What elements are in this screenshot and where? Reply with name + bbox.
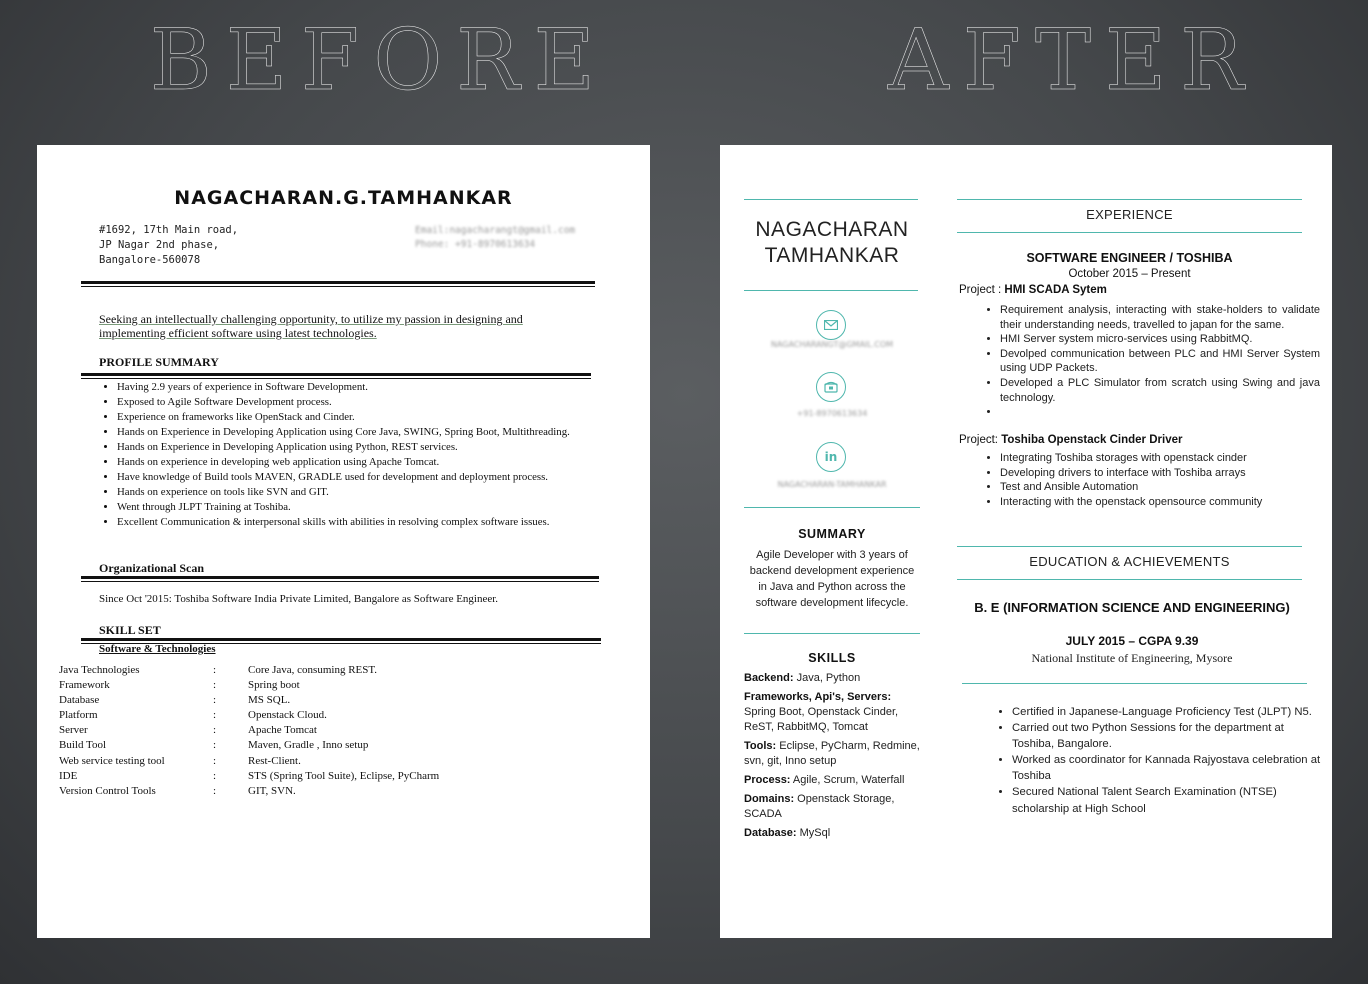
phone-blurred: +91-8970613634: [796, 409, 868, 418]
summary-text: Agile Developer with 3 years of backend development experience in Java and Python across the software development lifecycle.: [749, 549, 915, 609]
profile-summary-heading: PROFILE SUMMARY: [99, 355, 219, 369]
job-dates: October 2015 – Present: [1068, 268, 1191, 280]
profile-item: • Exposed to Agile Software Development process.: [117, 395, 617, 410]
address-line: Bangalore-560078: [99, 254, 201, 266]
divider: [962, 683, 1307, 684]
project-item: [1000, 405, 1320, 420]
divider: [81, 286, 595, 287]
before-resume-page: [37, 145, 650, 938]
skill-colon: :: [213, 709, 217, 722]
skill-row: [59, 769, 439, 784]
achievements-list: [994, 704, 1322, 817]
profile-item: • Have knowledge of Build tools MAVEN, GRADLE used for development and deployment process.: [117, 470, 617, 485]
project-hmi-list: [982, 303, 1320, 420]
skill-row: [59, 708, 439, 723]
divider: [81, 373, 591, 376]
profile-item: • Went through JLPT Training at Toshiba.: [117, 500, 617, 515]
skill-value: MS SQL.: [248, 694, 291, 707]
skill-entry: [744, 739, 924, 769]
skill-value: Spring boot: [248, 679, 300, 692]
education-heading: EDUCATION & ACHIEVEMENTS: [1029, 554, 1230, 569]
skill-value: Apache Tomcat: [248, 724, 317, 737]
before-address: [99, 223, 238, 268]
software-technologies-subheading: Software & Technologies: [99, 643, 216, 655]
skill-entry: [744, 773, 924, 788]
linkedin-glyph: in: [824, 450, 838, 464]
before-name: NAGACHARAN.G.TAMHANKAR: [174, 187, 513, 209]
skill-key: Framework: [59, 679, 110, 692]
achievement-item: • Worked as coordinator for Kannada Rajyostava celebration at Toshiba: [1012, 752, 1322, 784]
skill-colon: :: [213, 769, 217, 782]
divider: [81, 281, 595, 284]
project-item: • Interacting with the openstack opensource community: [1000, 495, 1320, 510]
skill-key: Version Control Tools: [59, 784, 156, 797]
objective-text: Seeking an intellectually challenging opportunity, to utilize my passion in designing and implementing efficient software using latest technologies.: [99, 312, 523, 340]
divider: [957, 199, 1302, 200]
project-item: • Developed a PLC Simulator from scratch using Swing and java technology.: [1000, 376, 1320, 405]
divider: [744, 290, 918, 291]
skill-colon: :: [213, 739, 217, 752]
project-item: • Test and Ansible Automation: [1000, 480, 1320, 495]
organizational-scan-text: Since Oct '2015: Toshiba Software India Private Limited, Bangalore as Software Engineer.: [99, 593, 499, 605]
skill-key: Java Technologies: [59, 664, 140, 676]
divider: [81, 378, 591, 379]
job-title: SOFTWARE ENGINEER / TOSHIBA: [1026, 251, 1233, 265]
degree-meta: JULY 2015 – CGPA 9.39: [1065, 634, 1199, 648]
skills-list: [744, 671, 924, 845]
skill-entry: [744, 792, 924, 822]
profile-item: • Experience on frameworks like OpenStack and Cinder.: [117, 410, 617, 425]
degree: B. E (INFORMATION SCIENCE AND ENGINEERING): [974, 600, 1290, 615]
project-item: • Integrating Toshiba storages with openstack cinder: [1000, 451, 1320, 466]
name-line: TAMHANKAR: [764, 244, 900, 267]
after-resume-page: [720, 145, 1332, 938]
skill-entry: [744, 671, 924, 686]
profile-item: • Hands on Experience in Developing Application using Python, REST services.: [117, 440, 617, 455]
skill-value: Java, Python: [793, 672, 861, 684]
skill-key: IDE: [59, 769, 78, 782]
divider: [81, 576, 599, 579]
institute: National Institute of Engineering, Mysore: [1031, 651, 1233, 665]
achievement-item: • Secured National Talent Search Examination (NTSE) scholarship at High School: [1012, 784, 1322, 816]
address-line: JP Nagar 2nd phase,: [99, 239, 220, 251]
achievement-item: • Carried out two Python Sessions for the department at Toshiba, Bangalore.: [1012, 720, 1322, 752]
profile-summary-list: [99, 380, 617, 530]
divider: [744, 507, 920, 508]
skill-value: Agile, Scrum, Waterfall: [790, 774, 905, 786]
skill-entry: [744, 690, 924, 735]
project-cinder-list: [982, 451, 1320, 509]
skill-colon: :: [213, 784, 217, 797]
experience-heading: EXPERIENCE: [1086, 207, 1173, 222]
linkedin-icon: [816, 442, 846, 472]
skill-key: Platform: [59, 709, 98, 722]
profile-item: • Having 2.9 years of experience in Software Development.: [117, 380, 617, 395]
profile-item: • Excellent Communication & interpersonal skills with abilities in resolving complex software issues.: [117, 515, 617, 530]
profile-item: • Hands on experience on tools like SVN and GIT.: [117, 485, 617, 500]
skill-label: Process:: [744, 774, 791, 786]
skill-colon: :: [213, 724, 217, 737]
skill-row: [59, 678, 439, 693]
skill-label: Domains:: [744, 793, 795, 805]
skill-key: Database: [59, 694, 100, 707]
achievement-item: • Certified in Japanese-Language Proficiency Test (JLPT) N5.: [1012, 704, 1322, 720]
project-item: • HMI Server system micro-services using RabbitMQ.: [1000, 332, 1320, 347]
skill-row: [59, 738, 439, 753]
divider: [744, 199, 918, 200]
skill-row: [59, 693, 439, 708]
skill-entry: [744, 826, 924, 841]
skill-colon: :: [213, 694, 217, 707]
organizational-scan-heading: Organizational Scan: [99, 561, 205, 575]
skill-label: Frameworks, Api's, Servers:: [744, 691, 892, 703]
skill-value: GIT, SVN.: [248, 784, 296, 797]
profile-item: • Hands on experience in developing web application using Apache Tomcat.: [117, 455, 617, 470]
project-label: Project:: [959, 434, 1002, 446]
skill-label: Backend:: [744, 672, 794, 684]
contact-email: Email:nagacharangt@gmail.com: [415, 225, 576, 236]
after-heading: AFTER: [888, 11, 1258, 109]
skill-key: Build Tool: [59, 739, 107, 752]
skill-row: [59, 663, 439, 678]
divider: [957, 579, 1302, 580]
skill-key: Server: [59, 724, 88, 737]
skill-value: Maven, Gradle , Inno setup: [248, 739, 369, 752]
phone-icon: [816, 372, 846, 402]
skill-value: Spring Boot, Openstack Cinder, ReST, RabbitMQ, Tomcat: [744, 706, 899, 733]
skill-key: Web service testing tool: [59, 754, 165, 767]
skill-value: Core Java, consuming REST.: [248, 664, 378, 676]
email-blurred: NAGACHARANGT@GMAIL.COM: [770, 340, 894, 349]
divider: [744, 633, 920, 634]
project-label: Project :: [959, 284, 1005, 296]
profile-item: • Hands on Experience in Developing Application using Core Java, SWING, Spring Boot, Multithreading.: [117, 425, 617, 440]
before-heading: BEFORE: [150, 11, 609, 109]
divider: [81, 638, 601, 641]
skill-value: MySql: [796, 827, 831, 839]
envelope-icon: [816, 310, 846, 340]
project-name: Toshiba Openstack Cinder Driver: [1001, 434, 1183, 446]
skill-row: [59, 754, 439, 769]
skill-table: [59, 663, 439, 799]
name-line: NAGACHARAN: [755, 218, 909, 241]
skill-value: Openstack Cloud.: [248, 709, 327, 722]
summary-heading: SUMMARY: [798, 527, 866, 541]
skill-colon: :: [213, 679, 217, 692]
before-contact-blurred: [415, 224, 575, 252]
skills-heading: SKILLS: [808, 651, 856, 665]
skill-value: Openstack Storage, SCADA: [744, 793, 895, 820]
project-hmi: [959, 284, 1107, 296]
skill-row: [59, 784, 439, 799]
project-cinder: [959, 434, 1182, 446]
project-name: HMI SCADA Sytem: [1004, 284, 1107, 296]
project-item: • Requirement analysis, interacting with stake-holders to validate their understanding needs, travelled to japan for the same.: [1000, 303, 1320, 332]
skill-label: Database:: [744, 827, 797, 839]
skill-value: STS (Spring Tool Suite), Eclipse, PyCharm: [248, 769, 440, 782]
skill-value: Rest-Client.: [248, 754, 301, 767]
skill-label: Tools:: [744, 740, 777, 752]
skill-colon: :: [213, 754, 217, 767]
skill-row: [59, 723, 439, 738]
project-item: • Devolped communication between PLC and HMI Server System using UDP Packets.: [1000, 347, 1320, 376]
divider: [957, 546, 1302, 547]
after-name: [744, 217, 920, 269]
contact-phone: Phone: +91-8970613634: [415, 239, 536, 250]
skill-value: Eclipse, PyCharm, Redmine, svn, git, Inno setup: [744, 740, 920, 767]
skill-colon: :: [213, 664, 217, 676]
divider: [81, 581, 599, 582]
divider: [957, 232, 1302, 233]
linkedin-blurred: NAGACHARAN-TAMHANKAR: [777, 480, 887, 489]
skill-set-heading: SKILL SET: [99, 623, 161, 637]
address-line: #1692, 17th Main road,: [99, 224, 239, 236]
project-item: • Developing drivers to interface with Toshiba arrays: [1000, 466, 1320, 481]
